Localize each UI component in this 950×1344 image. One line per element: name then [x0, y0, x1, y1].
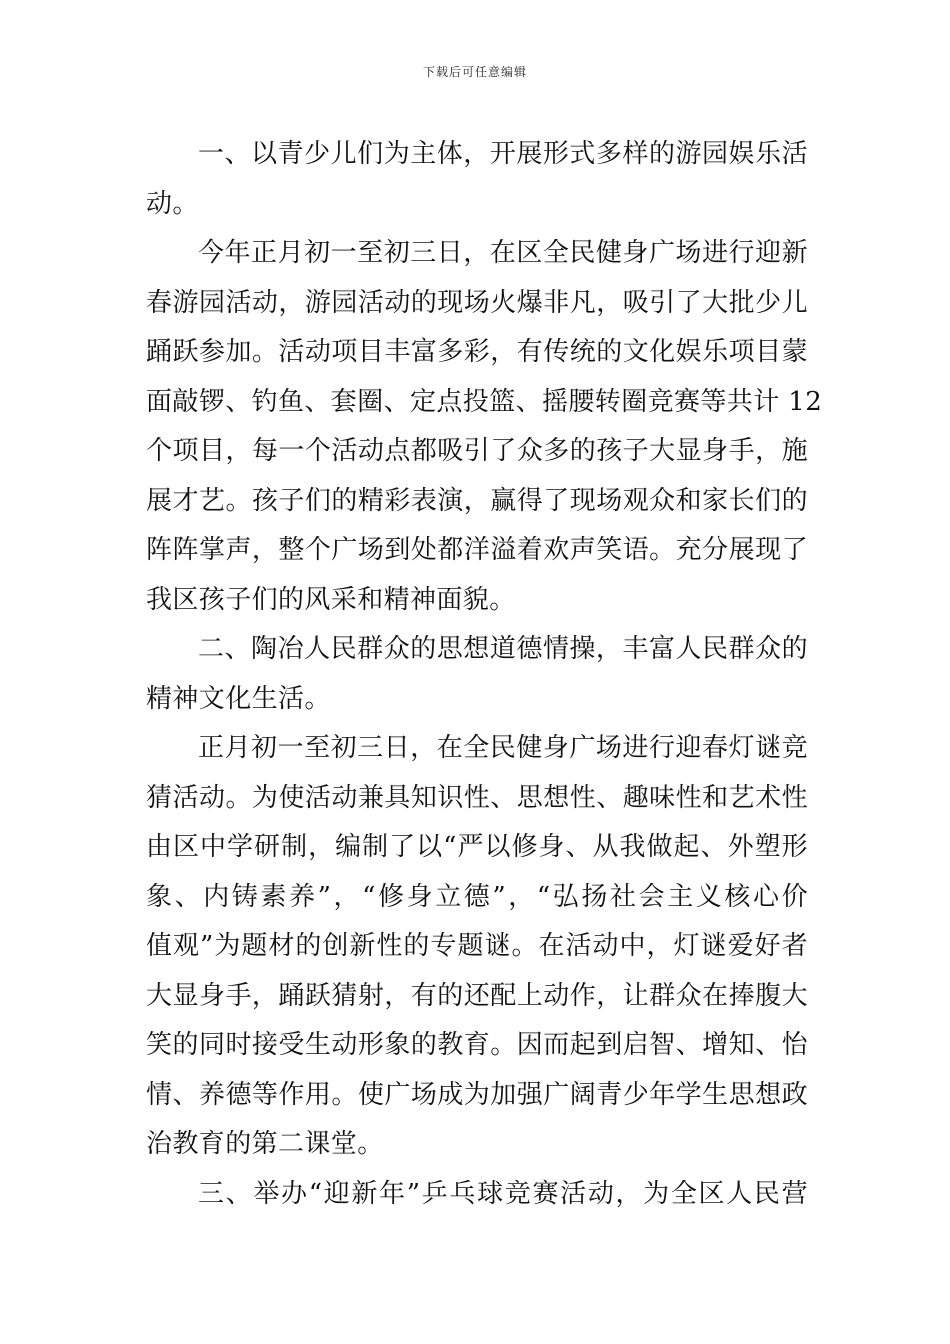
paragraph-line: 今年正月初一至初三日，在区全民健身广场进行迎新 [198, 238, 808, 268]
paragraph-line: 猜活动。为使活动兼具知识性、思想性、趣味性和艺术性 [146, 782, 808, 813]
paragraph-line: 阵阵掌声，整个广场到处都洋溢着欢声笑语。充分展现了 [146, 535, 808, 565]
paragraph-line: 大显身手，踊跃猜射，有的还配上动作，让群众在捧腹大 [146, 980, 808, 1011]
paragraph-line: 二、陶冶人民群众的思想道德情操，丰富人民群众的 [198, 634, 808, 664]
paragraph-line: 由区中学研制，编制了以“严以修身、从我做起、外塑形 [146, 832, 808, 862]
paragraph-line: 情、养德等作用。使广场成为加强广阔青少年学生思想政 [146, 1079, 808, 1110]
paragraph-line: 精神文化生活。 [146, 683, 331, 714]
paragraph-line: 我区孩子们的风采和精神面貌。 [146, 584, 516, 615]
paragraph-line: 个项目，每一个活动点都吸引了众多的孩子大显身手，施 [146, 436, 808, 466]
page-header: 下载后可任意编辑 [422, 65, 527, 79]
paragraph-line: 值观”为题材的创新性的专题谜。在活动中，灯谜爱好者 [146, 931, 808, 961]
paragraph-line: 面敲锣、钓鱼、套圈、定点投篮、摇腰转圈竞赛等共计 12 [146, 386, 823, 417]
paragraph-line: 踊跃参加。活动项目丰富多彩，有传统的文化娱乐项目蒙 [146, 337, 808, 367]
paragraph-line: 象、内铸素养”，“修身立德”，“弘扬社会主义核心价 [146, 881, 808, 912]
paragraph-line: 动。 [146, 188, 199, 219]
paragraph-line: 治教育的第二课堂。 [146, 1129, 384, 1159]
paragraph-line: 正月初一至初三日，在全民健身广场进行迎春灯谜竞 [198, 733, 808, 763]
paragraph-line: 三、举办“迎新年”乒乓球竞赛活动，为全区人民营 [198, 1178, 808, 1209]
paragraph-line: 展才艺。孩子们的精彩表演，赢得了现场观众和家长们的 [146, 485, 808, 516]
paragraph-line: 春游园活动，游园活动的现场火爆非凡，吸引了大批少儿 [146, 287, 808, 318]
paragraph-line: 一、以青少儿们为主体，开展形式多样的游园娱乐活 [198, 139, 808, 169]
document-body [146, 130, 823, 1219]
paragraph-line: 笑的同时接受生动形象的教育。因而起到启智、增知、怡 [146, 1030, 808, 1060]
